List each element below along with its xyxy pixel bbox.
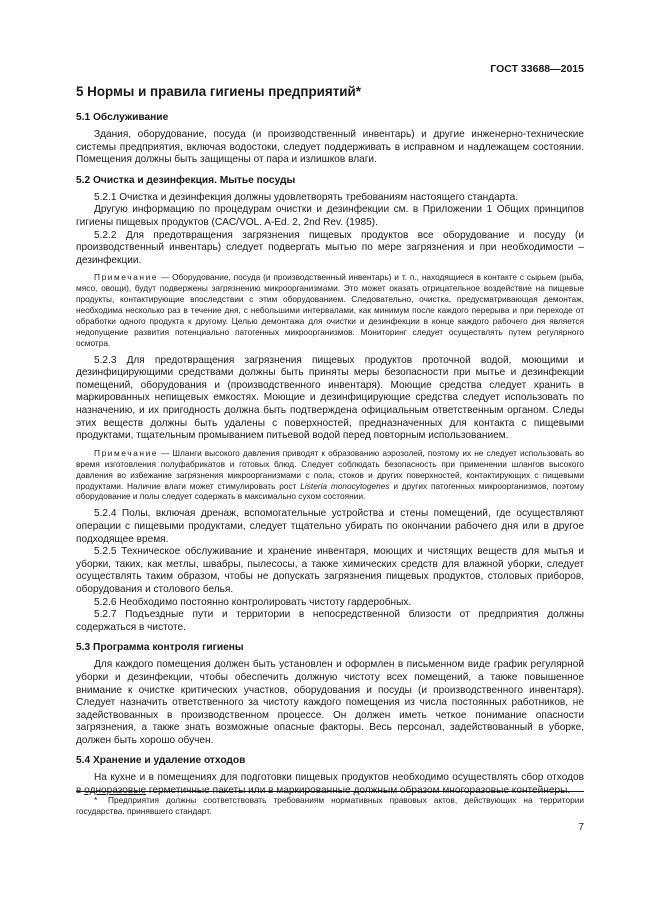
heading-5-3: 5.3 Программа контроля гигиены xyxy=(76,642,244,654)
note-2-text-a: — Шланги высокого давления приводят к образованию аэрозолей, поэтому их не следует использовать во время изготовления полуфабрикатов и готовых блюд. Следует соблюдать безопасность при применении шлангов высокого давления во избежание загрязнения микроорганизмами с пола, стоков и других поверхностей, контактирующих с пищевыми продуктами. Наличие влаги может стимулировать рост xyxy=(76,447,584,491)
note-2-label: Примечание xyxy=(94,447,159,458)
paragraph-5-2-3: 5.2.3 Для предотвращения загрязнения пищевых продуктов проточной водой, моющими и дезинфицирующими средствами должны быть приняты меры безопасности при мытье и дезинфекции помещений, оборудования и (производственного инвентаря). Моющие средства следует хранить в маркированных непищевых емкостях. Моющие и дезинфицирующие средства следует использовать по назначению, и их пригодность должна быть подтверждена официальным ответственным органом. Следы этих веществ должны быть удалены с поверхностей, предназначенных для контакта с пищевыми продуктами, тщательным промыванием питьевой водой перед повторным использованием. xyxy=(76,354,584,442)
paragraph-5-4-b: герметичные пакеты или в маркированные должным образом многоразовые контейнеры. xyxy=(146,785,571,797)
heading-5-4: 5.4 Хранение и удаление отходов xyxy=(76,755,246,767)
paragraph-5-2-4: 5.2.4 Полы, включая дренаж, вспомогательные устройства и стены помещений, где осуществляют операции с пищевыми продуктами, следует тщательно убирать по окончании рабочего дня или в другое подходящее время. xyxy=(76,508,584,545)
footnote xyxy=(76,795,584,817)
document-page xyxy=(76,0,584,913)
footnote-text: Предприятия должны соответствовать требованиям нормативных правовых актов, действующих на территории государства, принявшего стандарт. xyxy=(76,795,584,816)
paragraph-5-1: Здания, оборудование, посуда (и производственный инвентарь) и другие инженерно-технические системы предприятия, включая водостоки, следует поддерживать в исправном и надлежащем состоянии. Помещения должны быть защищены от пара и излишков влаги. xyxy=(76,129,584,166)
paragraph-5-4-underlined: одноразовые xyxy=(84,785,147,797)
note-1-label: Примечание xyxy=(94,272,159,283)
paragraph-5-4-a: На кухне и в помещениях для подготовки пищевых продуктов необходимо осуществлять сбор отходов в xyxy=(76,772,584,797)
footnote-mark: * xyxy=(94,795,98,805)
paragraph-5-2-1-info: Другую информацию по процедурам очистки и дезинфекции см. в Приложении 1 Общих принципов гигиены пищевых продуктов (CAC/VOL. A-Ed. 2, 2nd Rev. (1985). xyxy=(76,204,584,228)
paragraph-5-2-1: 5.2.1 Очистка и дезинфекция должны удовлетворять требованиям настоящего стандарта. xyxy=(94,191,519,203)
note-1 xyxy=(76,272,584,348)
paragraph-5-3: Для каждого помещения должен быть установлен и оформлен в письменном виде график регулярной уборки и дезинфекции, чтобы обеспечить должную чистоту всех помещений, а также повышенное внимание к очистке критических участков, оборудования и посуды (и производственного инвентаря). Следует назначить ответственного за чистоту каждого помещения из числа постоянных работников, не задействованных в производственном процессе. Он должен иметь четкое понимание опасности загрязнения, а также знать возможные опасные факторы. Весь персонал, задействованный в уборке, должен быть хорошо обучен. xyxy=(76,659,584,746)
document-id: ГОСТ 33688—2015 xyxy=(490,63,584,75)
page-number: 7 xyxy=(578,822,584,833)
heading-5-1: 5.1 Обслуживание xyxy=(76,112,169,123)
footnote-divider xyxy=(76,791,584,792)
section-title: 5 Нормы и правила гигиены предприятий* xyxy=(76,84,361,99)
note-2-italic: Listeria monocytogenes xyxy=(300,480,390,491)
paragraph-5-2-6: 5.2.6 Необходимо постоянно контролировать чистоту гардеробных. xyxy=(94,596,412,608)
paragraph-5-2-7: 5.2.7 Подъездные пути и территории в непосредственной близости от предприятия должны содержаться в чистоте. xyxy=(76,609,584,633)
paragraph-5-4 xyxy=(76,772,584,797)
page-content xyxy=(76,84,584,798)
paragraph-5-2-2: 5.2.2 Для предотвращения загрязнения пищевых продуктов все оборудование и посуду (и производственный инвентарь) следует подвергать мытью по мере загрязнения и при необходимости – дезинфекции. xyxy=(76,229,584,266)
note-2-text-b: и других патогенных микроорганизмов, поэтому оборудование и полы следует содержать в максимально сухом состоянии. xyxy=(76,480,584,502)
note-2 xyxy=(76,448,584,503)
heading-5-2: 5.2 Очистка и дезинфекция. Мытье посуды xyxy=(76,174,296,186)
paragraph-5-2-5: 5.2.5 Техническое обслуживание и хранение инвентаря, моющих и чистящих веществ для мытья и уборки, таких, как метлы, швабры, пылесосы, а также химических средств для влажной уборки, следует осуществлять таким образом, чтобы не допускать загрязнения пищевых продуктов, столовых приборов, оборудования и столового белья. xyxy=(76,546,584,595)
note-1-text: — Оборудование, посуда (и производственный инвентарь) и т. п., находящиеся в контакте с сырьем (рыба, мясо, овощи), будут подвержены загрязнению микроорганизмами. Это может оказать отрицательное воздействие на пищевые продукты, контактирующие впоследствии с этим оборудованием. Следовательно, очистка, предусматривающая демонтаж, необходима несколько раз в течение дня, с небольшими интервалами, как минимум после каждого перерыва и при переходе от обработки одного продукта к другому. Целью демонтажа для очистки и дезинфекции в конце каждого рабочего дня является недопущение развития потенциально патогенных микроорганизмов. Мониторинг следует осуществлять путем регулярного осмотра. xyxy=(76,272,584,348)
